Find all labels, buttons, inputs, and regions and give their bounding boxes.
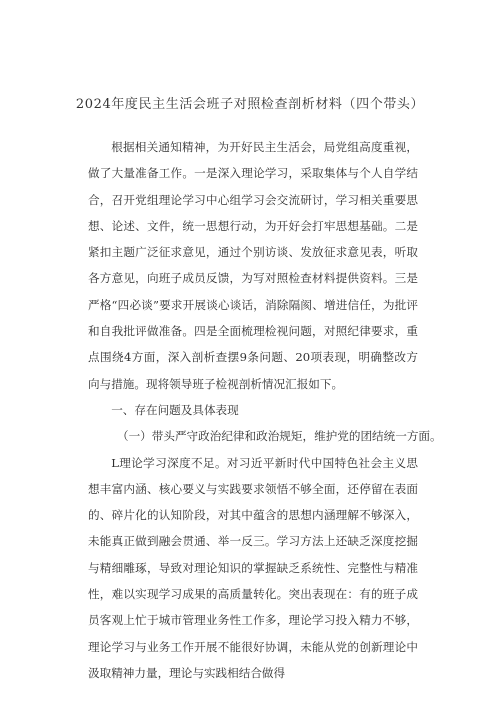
intro-paragraph: 根据相关通知精神，为开好民主生活会，局党组高度重视，做了大量准备工作。一是深入理论学习，采取集体与个人自学结合，召开党组理论学习中心组学习会交流研讨，学习相关重要思想、论述、文件，统一思想行动，为开好会打牢思想基础。二是紧扣主题广泛征求意见，通过个别访谈、发放征求意见表，听取各方意见，向班子成员反馈，为写对照检查材料提供资料。三是严格“四必谈”要求开展谈心谈话，消除隔阂、增进信任，为批评和自我批评做准备。四是全面梳理检视问题，对照纪律要求，重点围绕4方面，深入剖析查摆9条问题、20项表现，明确整改方向与措施。现将领导班子检视剖析情况汇报如下。 <box>88 140 418 391</box>
document-body <box>88 134 442 686</box>
document-title: 2024年度民主生活会班子对照检查剖析材料（四个带头） <box>75 97 425 112</box>
point-paragraph: L理论学习深度不足。对习近平新时代中国特色社会主义思想丰富内涵、核心要义与实践要求领悟不够全面，还停留在表面的、碎片化的认知阶段，对其中蕴含的思想内涵理解不够深入，未能真正做到融会贯通、举一反三。学习方法上还缺乏深度挖掘与精细雕琢，导致对理论知识的掌握缺乏系统性、完整性与精准性，难以实现学习成果的高质量转化。突出表现在：有的班子成员客观上忙于城市管理业务性工作多，理论学习投入精力不够，理论学习与业务工作开展不能很好协调，未能从党的创新理论中汲取精神力量，理论与实践相结合做得 <box>88 455 418 680</box>
subsection-heading: （一）带头严守政治纪律和政治规矩，维护党的团结统一方面。 <box>116 429 442 444</box>
section-heading: 一、存在问题及具体表现 <box>111 402 239 417</box>
